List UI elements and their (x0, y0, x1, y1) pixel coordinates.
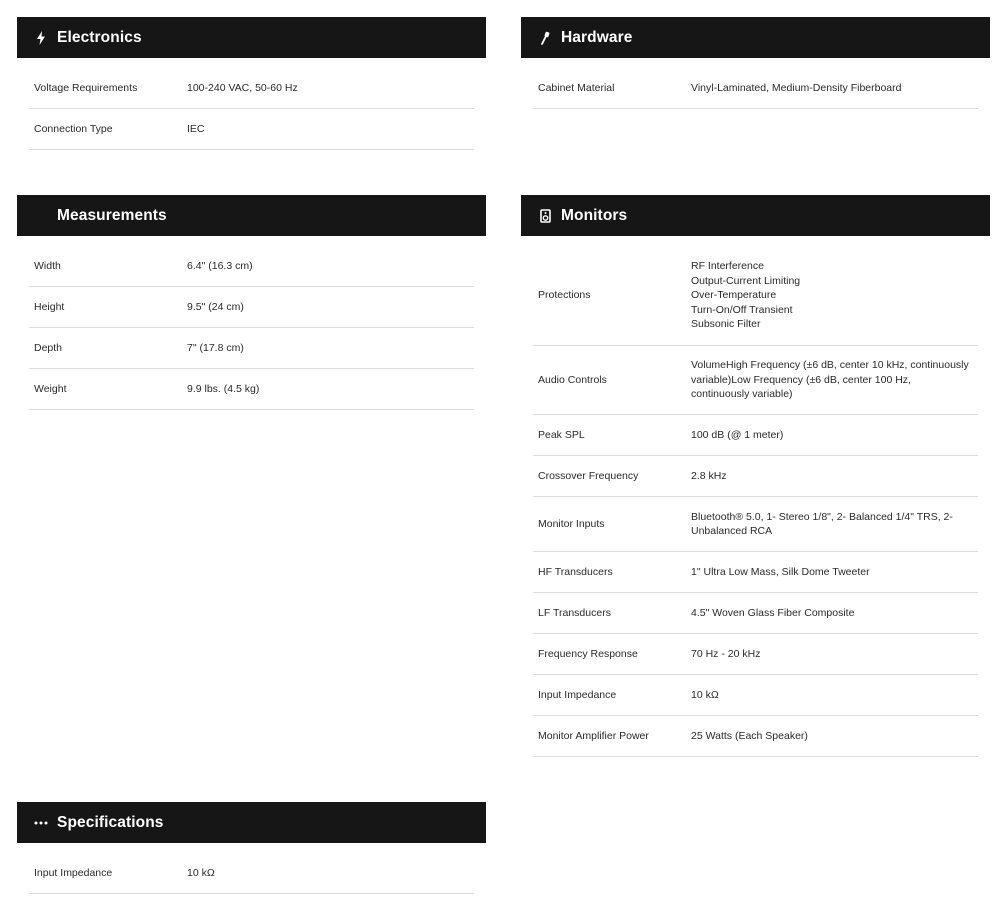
hardware-section (521, 17, 990, 109)
spec-value (691, 259, 978, 332)
spec-value: 100-240 VAC, 50-60 Hz (187, 81, 298, 94)
spec-row (533, 497, 978, 552)
lightning-icon (33, 30, 49, 46)
spec-row (29, 369, 474, 410)
spec-label: LF Transducers (538, 606, 611, 619)
section-title: Monitors (561, 206, 628, 224)
spec-row (533, 346, 978, 415)
spec-label: Crossover Frequency (538, 469, 639, 482)
spec-row (533, 552, 978, 593)
spec-row (29, 109, 474, 150)
spec-row (533, 634, 978, 675)
spec-value: 25 Watts (Each Speaker) (691, 729, 808, 742)
protection-item: Over-Temperature (691, 289, 777, 302)
spec-row (29, 328, 474, 369)
spec-label: Peak SPL (538, 428, 585, 441)
spec-label: Protections (538, 289, 591, 302)
spec-value: 9.9 lbs. (4.5 kg) (187, 382, 260, 395)
spec-value: 10 kΩ (691, 688, 719, 701)
spec-row (29, 853, 474, 894)
electronics-header (17, 17, 486, 58)
spec-value: 2.8 kHz (691, 469, 727, 482)
section-title: Hardware (561, 28, 633, 46)
spec-row (533, 593, 978, 634)
spec-label: Width (34, 259, 61, 272)
screwdriver-icon (537, 30, 553, 46)
measurements-section (17, 195, 486, 410)
spec-row (29, 287, 474, 328)
spec-label: Cabinet Material (538, 81, 615, 94)
speaker-icon (537, 208, 553, 224)
spec-label: Depth (34, 341, 63, 354)
section-title: Electronics (57, 28, 142, 46)
monitors-section (521, 195, 990, 757)
spec-value: 70 Hz - 20 kHz (691, 647, 761, 660)
protection-item: Turn-On/Off Transient (691, 303, 793, 316)
spec-label: Input Impedance (538, 688, 617, 701)
spec-row (29, 246, 474, 287)
spec-value: VolumeHigh Frequency (±6 dB, center 10 kHz, continuously variable)Low Frequency (±6 dB, center 100 Hz, continuously variable) (691, 359, 969, 401)
spec-label: Monitor Inputs (538, 517, 605, 530)
protection-item: Output-Current Limiting (691, 274, 801, 287)
measurements-header (17, 195, 486, 236)
spec-value: Vinyl-Laminated, Medium-Density Fiberboard (691, 81, 902, 94)
specifications-section (17, 802, 486, 894)
spec-value: 1" Ultra Low Mass, Silk Dome Tweeter (691, 565, 870, 578)
spec-value: 4.5" Woven Glass Fiber Composite (691, 606, 855, 619)
spec-value: 9.5" (24 cm) (187, 300, 244, 313)
spec-label: Weight (34, 382, 67, 395)
spec-label: Frequency Response (538, 647, 638, 660)
spec-value: 100 dB (@ 1 meter) (691, 428, 784, 441)
spec-row (533, 716, 978, 757)
specifications-header (17, 802, 486, 843)
spec-label: Audio Controls (538, 373, 607, 386)
spec-row (533, 415, 978, 456)
spec-label: HF Transducers (538, 565, 613, 578)
ellipsis-icon (33, 815, 49, 831)
spec-value: 7" (17.8 cm) (187, 341, 244, 354)
spec-row (533, 68, 978, 109)
spec-value: 6.4" (16.3 cm) (187, 259, 253, 272)
spec-label: Voltage Requirements (34, 81, 138, 94)
spec-label: Height (34, 300, 65, 313)
spec-label: Monitor Amplifier Power (538, 729, 649, 742)
section-title: Measurements (57, 206, 167, 224)
monitors-header (521, 195, 990, 236)
protection-item: Subsonic Filter (691, 318, 761, 331)
spec-row (533, 246, 978, 346)
spec-row (533, 456, 978, 497)
spec-label: Connection Type (34, 122, 113, 135)
electronics-section (17, 17, 486, 150)
protection-item: RF Interference (691, 260, 764, 273)
spec-value: 10 kΩ (187, 866, 215, 879)
spec-label: Input Impedance (34, 866, 113, 879)
spec-row (533, 675, 978, 716)
section-title: Specifications (57, 813, 164, 831)
spec-value: Bluetooth® 5.0, 1- Stereo 1/8", 2- Balanced 1/4" TRS, 2- Unbalanced RCA (691, 510, 953, 537)
spec-value: IEC (187, 122, 205, 135)
hardware-header (521, 17, 990, 58)
spec-row (29, 68, 474, 109)
